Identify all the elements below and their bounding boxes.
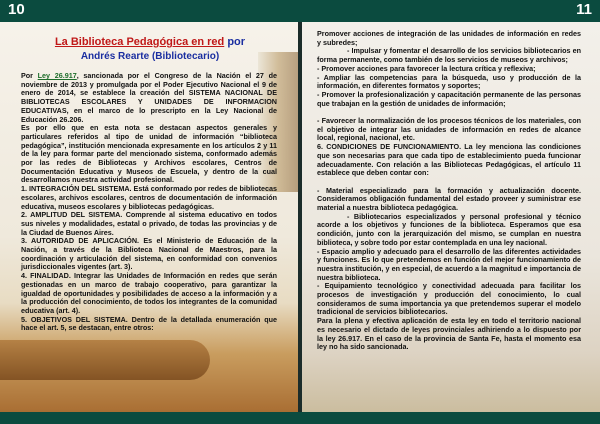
top-bar: [0, 0, 600, 22]
article-heading: [10, 32, 290, 62]
objective-redes: Promover acciones de integración de las unidades de información en redes y subredes;: [317, 29, 581, 47]
law-link[interactable]: Ley 26.917: [37, 71, 77, 80]
page-number-right: 11: [576, 1, 592, 18]
article-author: Andrés Rearte (Bibliotecario): [80, 51, 220, 62]
paragraph-objetivos: 5. OBJETIVOS DEL SISTEMA. Dentro de la detallada enumeración que hace el art. 5, se destacan, entre otros:: [21, 314, 277, 333]
objective-competencias: - Ampliar las competencias para la búsqueda, uso y producción de la información, en diferentes formatos y soportes;: [317, 72, 581, 91]
condition-material: - Material especializado para la formación y actualización docente. Consideramos obligación fundamental del estado proveer y suministrar ese material a nuestra biblioteca pedagógica.: [317, 185, 581, 213]
intro-rest: , sancionada por el Congreso de la Nación el 27 de noviembre de 2013 y promulgada por el Poder Ejecutivo Nacional el 9 de enero de 2014, se establece la creación del SISTEMA NACIONAL DE BIBLIOTECAS ESCOLARES Y UNIDADES DE INFORMACION EDUCATIVAS, en el marco de lo prescripto en la Ley Nacional de Educación 26.206.: [21, 71, 277, 124]
condition-espacio: - Espacio amplio y adecuado para el desarrollo de las diferentes actividades y funciones. Es lo que pretendemos en función del mejor funcionamiento de nuestra institución, y en especial, de acuerdo a la magnitud e importancia de nuestra biblioteca.: [317, 246, 581, 282]
paragraph-condiciones: 6. CONDICIONES DE FUNCIONAMIENTO. La ley menciona las condiciones que son necesarias para que cada tipo de establecimiento pueda funcionar adecuadamente. Con relación a las Bibliotecas Pedagógicas, el artículo 11 establece que deben contar con:: [317, 142, 581, 178]
objective-normalizacion: - Favorecer la normalización de los procesos técnicos de los materiales, con el objetivo de integrar las unidades de información en redes de alcance local, regional, nacional, etc.: [317, 116, 581, 143]
paragraph-conclusion: Para la plena y efectiva aplicación de esta ley en todo el territorio nacional es necesario el dictado de leyes provinciales adhiriendo a lo dispuesto por la ley 26.917. En el caso de la provincia de Santa Fe, hasta el momento esa ley no ha sido sancionada.: [317, 316, 581, 352]
intro-prefix: Por: [21, 71, 38, 80]
article-title-por: por: [224, 36, 246, 48]
paragraph-finalidad: 4. FINALIDAD. Integrar las Unidades de Información en redes que serán gestionadas en un marco de trabajo cooperativo, para garantizar la igualdad de oportunidades y posibilidades de acceso a la información y a la producción del conocimiento, de todos los integrantes de la comunidad educativa (art. 4).: [21, 271, 277, 315]
right-body-text: [317, 30, 581, 352]
intro-paragraph: [21, 72, 277, 124]
paragraph-autoridad: 3. AUTORIDAD DE APLICACIÓN. Es el Ministerio de Educación de la Nación, a través de la Biblioteca Nacional de Maestros, para la coordinación y articulación del sistema, en conformidad con convenios jurisdiccionales vigentes (art. 3).: [21, 236, 277, 272]
condition-bibliotecarios: - Bibliotecarios especializados y personal profesional y técnico acorde a los objetivos y funciones de la biblioteca. Esperamos que esa condición, junto con la jerarquización del mismo, se cumplan en nuestra biblioteca, y sobre todo por estar contemplada en una ley nacional.: [317, 211, 581, 247]
gavel-image: [0, 340, 210, 380]
bottom-bar: [0, 412, 600, 424]
article-title: La Biblioteca Pedagógica en red: [54, 36, 225, 48]
left-body-text: [21, 72, 277, 333]
paragraph-amplitud: 2. AMPLITUD DEL SISTEMA. Comprende al sistema educativo en todos sus niveles y modalidades, estatal o privado, de todas las provincias y de la Ciudad de Buenos Aires.: [21, 210, 277, 237]
objective-servicios: - Impulsar y fomentar el desarrollo de los servicios bibliotecarios en forma permanente, como también de los servicios de museos y archivos;: [317, 46, 581, 65]
page-number-left: 10: [8, 1, 25, 18]
objective-lectura: - Promover acciones para favorecer la lectura crítica y reflexiva;: [317, 63, 536, 73]
paragraph-purpose: Es por ello que en esta nota se destacan aspectos generales y particulares referidos al tipo de unidad de información “biblioteca pedagógica”, institución mencionada expresamente en los artículos 2 y 11 de la ley para formar parte del mencionado sistema, conformado además por las redes de Bibliotecas y Archivos escolares, Centros de Documentación Educativa y Museos de Escuela, y dentro de la cual desarrollamos nuestra actividad profesional.: [21, 123, 277, 185]
paragraph-integracion: 1. INTEGRACIÓN DEL SISTEMA. Está conformado por redes de bibliotecas escolares, archivos escolares, centros de documentación de información educativa, museos escolares y bibliotecas pedagógicas.: [21, 184, 277, 211]
objective-profesionalizacion: - Promover la profesionalización y capacitación permanente de las personas que trabajan en la gestión de unidades de información;: [317, 89, 581, 108]
condition-equipamiento: - Equipamiento tecnológico y conectividad adecuada para facilitar los procesos de investigación y producción del conocimiento, lo cual consideramos de suma importancia ya que pretendemos superar el modelo tradicional de servicios bibliotecarios.: [317, 281, 581, 317]
